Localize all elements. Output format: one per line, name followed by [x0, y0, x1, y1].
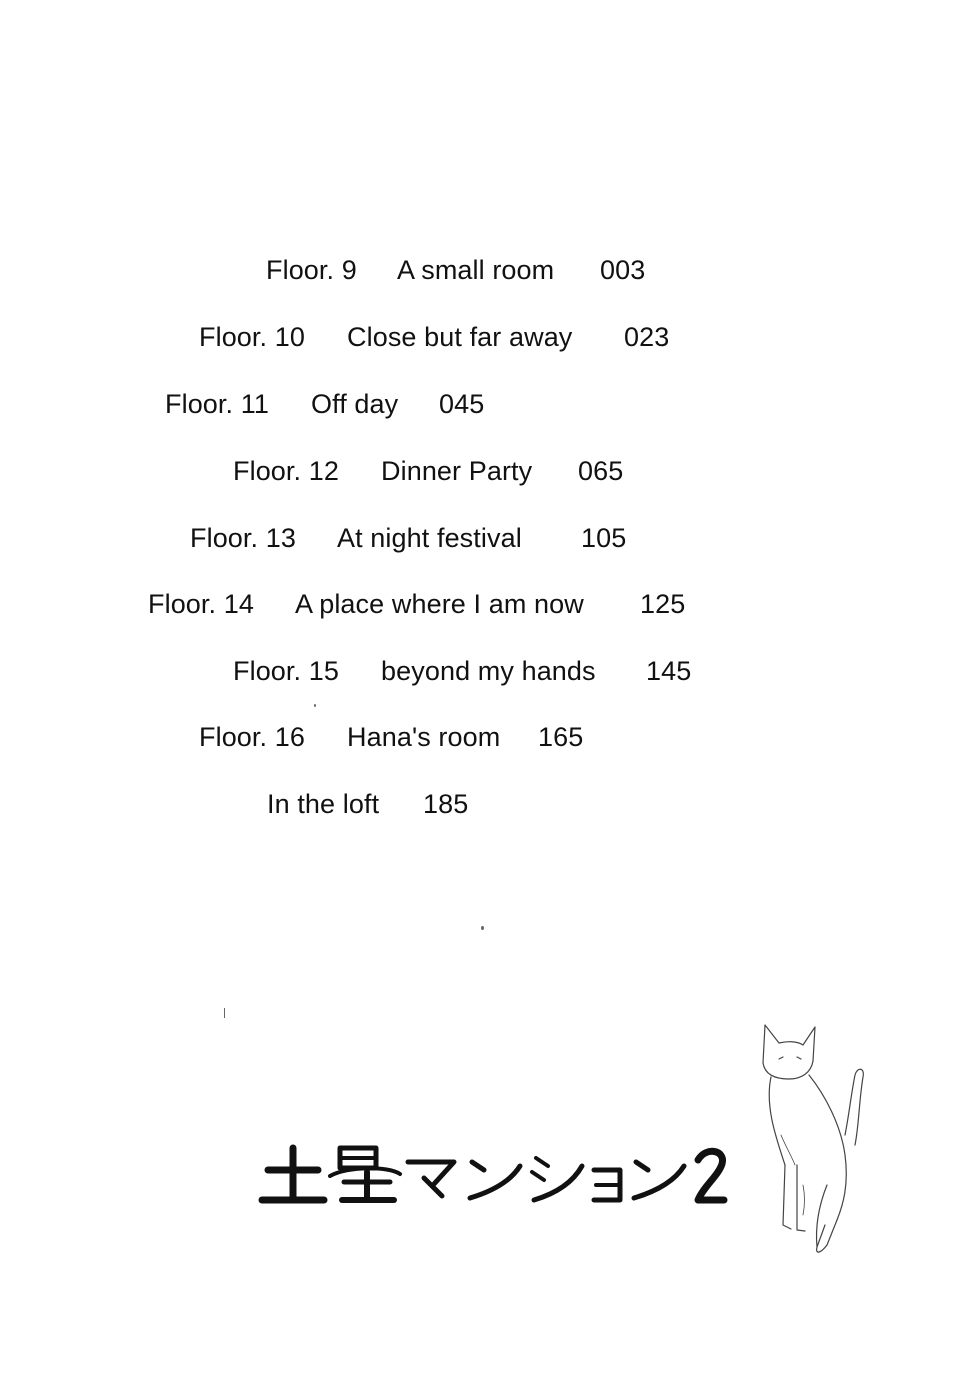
toc-floor: Floor. 12: [233, 456, 339, 486]
toc-floor: Floor. 9: [266, 255, 357, 285]
toc-floor: Floor. 10: [199, 322, 305, 352]
toc-page: 185: [423, 789, 469, 819]
toc-title: A place where I am now: [295, 589, 584, 619]
toc-page: 165: [538, 722, 584, 752]
toc-entry: [267, 789, 469, 939]
toc-title: Close but far away: [347, 322, 573, 352]
toc-title: beyond my hands: [381, 656, 596, 686]
toc-page: 105: [581, 523, 627, 553]
toc-floor: Floor. 16: [199, 722, 305, 752]
toc-title: Off day: [311, 389, 399, 419]
toc-title: A small room: [397, 255, 555, 285]
toc-title: Dinner Party: [381, 456, 533, 486]
toc-page: 125: [640, 589, 686, 619]
cat-illustration-icon: [745, 1015, 875, 1265]
toc-page: 023: [624, 322, 670, 352]
scan-speck: [314, 704, 316, 707]
toc-title: At night festival: [337, 523, 522, 553]
toc-floor: Floor. 14: [148, 589, 254, 619]
toc-page: 003: [600, 255, 646, 285]
toc-floor: Floor. 11: [165, 389, 269, 419]
toc-title: Hana's room: [347, 722, 501, 752]
book-title-logo: [258, 1142, 728, 1210]
scan-speck: [224, 1008, 225, 1018]
toc-title: In the loft: [267, 789, 380, 819]
toc-page: 145: [646, 656, 692, 686]
toc-page: 065: [578, 456, 624, 486]
toc-floor: Floor. 13: [190, 523, 296, 553]
scan-speck: [481, 926, 484, 930]
toc-floor: Floor. 15: [233, 656, 339, 686]
toc-page: 045: [439, 389, 485, 419]
